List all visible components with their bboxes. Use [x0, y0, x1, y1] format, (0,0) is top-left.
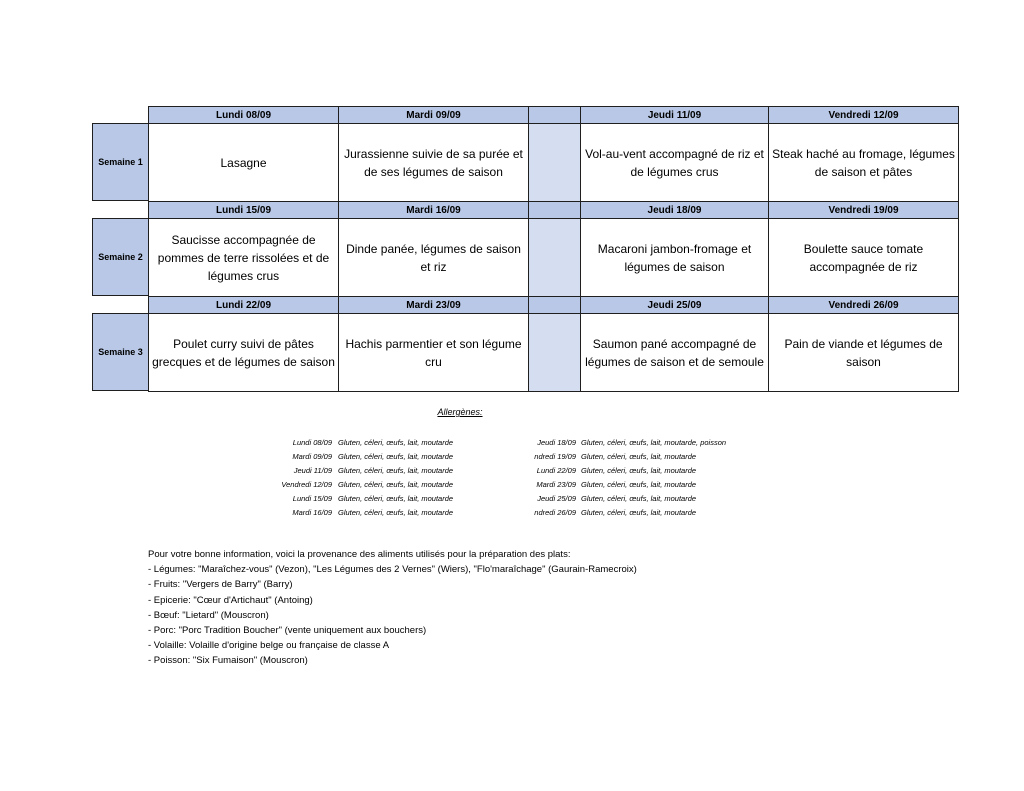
allergen-list: Gluten, céleri, œufs, lait, moutarde, poisson [581, 438, 727, 447]
empty-day-header [528, 296, 581, 314]
allergen-day: Lundi 08/09 [292, 438, 332, 447]
empty-day-cell [528, 123, 581, 202]
allergen-list: Gluten, céleri, œufs, lait, moutarde [338, 480, 454, 489]
allergen-day: ndredi 19/09 [534, 452, 576, 461]
empty-day-cell [528, 218, 581, 297]
day-header: Mardi 09/09 [338, 106, 529, 124]
allergen-day: Mardi 16/09 [292, 508, 332, 517]
dish-cell: Vol-au-vent accompagné de riz et de légumes crus [580, 123, 769, 202]
provenance-item: - Légumes: "Maraîchez-vous" (Vezon), "Les Légumes des 2 Vernes" (Wiers), "Flo'maraîchage" (Gaurain-Ramecroix) [148, 564, 637, 576]
day-header: Lundi 08/09 [148, 106, 339, 124]
allergen-list: Gluten, céleri, œufs, lait, moutarde [581, 466, 697, 475]
provenance-intro: Pour votre bonne information, voici la provenance des aliments utilisés pour la préparation des plats: [148, 549, 571, 560]
allergen-list: Gluten, céleri, œufs, lait, moutarde [581, 452, 697, 461]
day-header: Jeudi 25/09 [580, 296, 769, 314]
dish-cell: Pain de viande et légumes de saison [768, 313, 959, 392]
dish-cell: Macaroni jambon-fromage et légumes de saison [580, 218, 769, 297]
week-label: Semaine 1 [92, 123, 149, 201]
dish-cell: Lasagne [148, 123, 339, 202]
provenance-item: - Volaille: Volaille d'origine belge ou française de classe A [148, 640, 390, 652]
empty-day-cell [528, 313, 581, 392]
allergen-list: Gluten, céleri, œufs, lait, moutarde [338, 438, 454, 447]
provenance-item: - Epicerie: "Cœur d'Artichaut" (Antoing) [148, 594, 313, 606]
provenance-item: - Bœuf: "Lietard" (Mouscron) [148, 609, 269, 621]
allergen-list: Gluten, céleri, œufs, lait, moutarde [581, 494, 697, 503]
allergen-list: Gluten, céleri, œufs, lait, moutarde [581, 508, 697, 517]
empty-day-header [528, 201, 581, 219]
empty-day-header [528, 106, 581, 124]
day-header: Mardi 16/09 [338, 201, 529, 219]
dish-cell: Jurassienne suivie de sa purée et de ses légumes de saison [338, 123, 529, 202]
day-header: Jeudi 11/09 [580, 106, 769, 124]
allergen-day: Jeudi 11/09 [293, 466, 332, 475]
allergen-list: Gluten, céleri, œufs, lait, moutarde [338, 508, 454, 517]
allergen-day: Jeudi 25/09 [537, 494, 576, 503]
allergen-list: Gluten, céleri, œufs, lait, moutarde [338, 466, 454, 475]
dish-cell: Hachis parmentier et son légume cru [338, 313, 529, 392]
day-header: Mardi 23/09 [338, 296, 529, 314]
dish-cell: Saucisse accompagnée de pommes de terre rissolées et de légumes crus [148, 218, 339, 297]
allergen-day: ndredi 26/09 [534, 508, 576, 517]
day-header: Lundi 22/09 [148, 296, 339, 314]
day-header: Vendredi 12/09 [768, 106, 959, 124]
day-header: Jeudi 18/09 [580, 201, 769, 219]
dish-cell: Saumon pané accompagné de légumes de saison et de semoule [580, 313, 769, 392]
day-header: Lundi 15/09 [148, 201, 339, 219]
dish-cell: Poulet curry suivi de pâtes grecques et de légumes de saison [148, 313, 339, 392]
provenance-notes [148, 547, 637, 669]
allergen-day: Lundi 22/09 [536, 466, 576, 475]
allergens-title: Allergènes: [437, 407, 483, 417]
allergen-day: Mardi 23/09 [536, 480, 576, 489]
dish-cell: Boulette sauce tomate accompagnée de riz [768, 218, 959, 297]
allergen-day: Jeudi 18/09 [537, 438, 576, 447]
dish-cell: Steak haché au fromage, légumes de saison et pâtes [768, 123, 959, 202]
provenance-item: - Poisson: "Six Fumaison" (Mouscron) [148, 655, 308, 667]
allergen-list: Gluten, céleri, œufs, lait, moutarde [338, 494, 454, 503]
dish-cell: Dinde panée, légumes de saison et riz [338, 218, 529, 297]
allergen-day: Lundi 15/09 [292, 494, 332, 503]
week-label: Semaine 3 [92, 313, 149, 391]
weekly-menu-table [92, 106, 958, 394]
allergen-list: Gluten, céleri, œufs, lait, moutarde [338, 452, 454, 461]
day-header: Vendredi 19/09 [768, 201, 959, 219]
allergen-list: Gluten, céleri, œufs, lait, moutarde [581, 480, 697, 489]
provenance-item: - Porc: "Porc Tradition Boucher" (vente uniquement aux bouchers) [148, 625, 427, 637]
week-label: Semaine 2 [92, 218, 149, 296]
allergen-day: Mardi 09/09 [292, 452, 332, 461]
day-header: Vendredi 26/09 [768, 296, 959, 314]
allergen-day: Vendredi 12/09 [281, 480, 332, 489]
provenance-item: - Fruits: "Vergers de Barry" (Barry) [148, 579, 293, 591]
